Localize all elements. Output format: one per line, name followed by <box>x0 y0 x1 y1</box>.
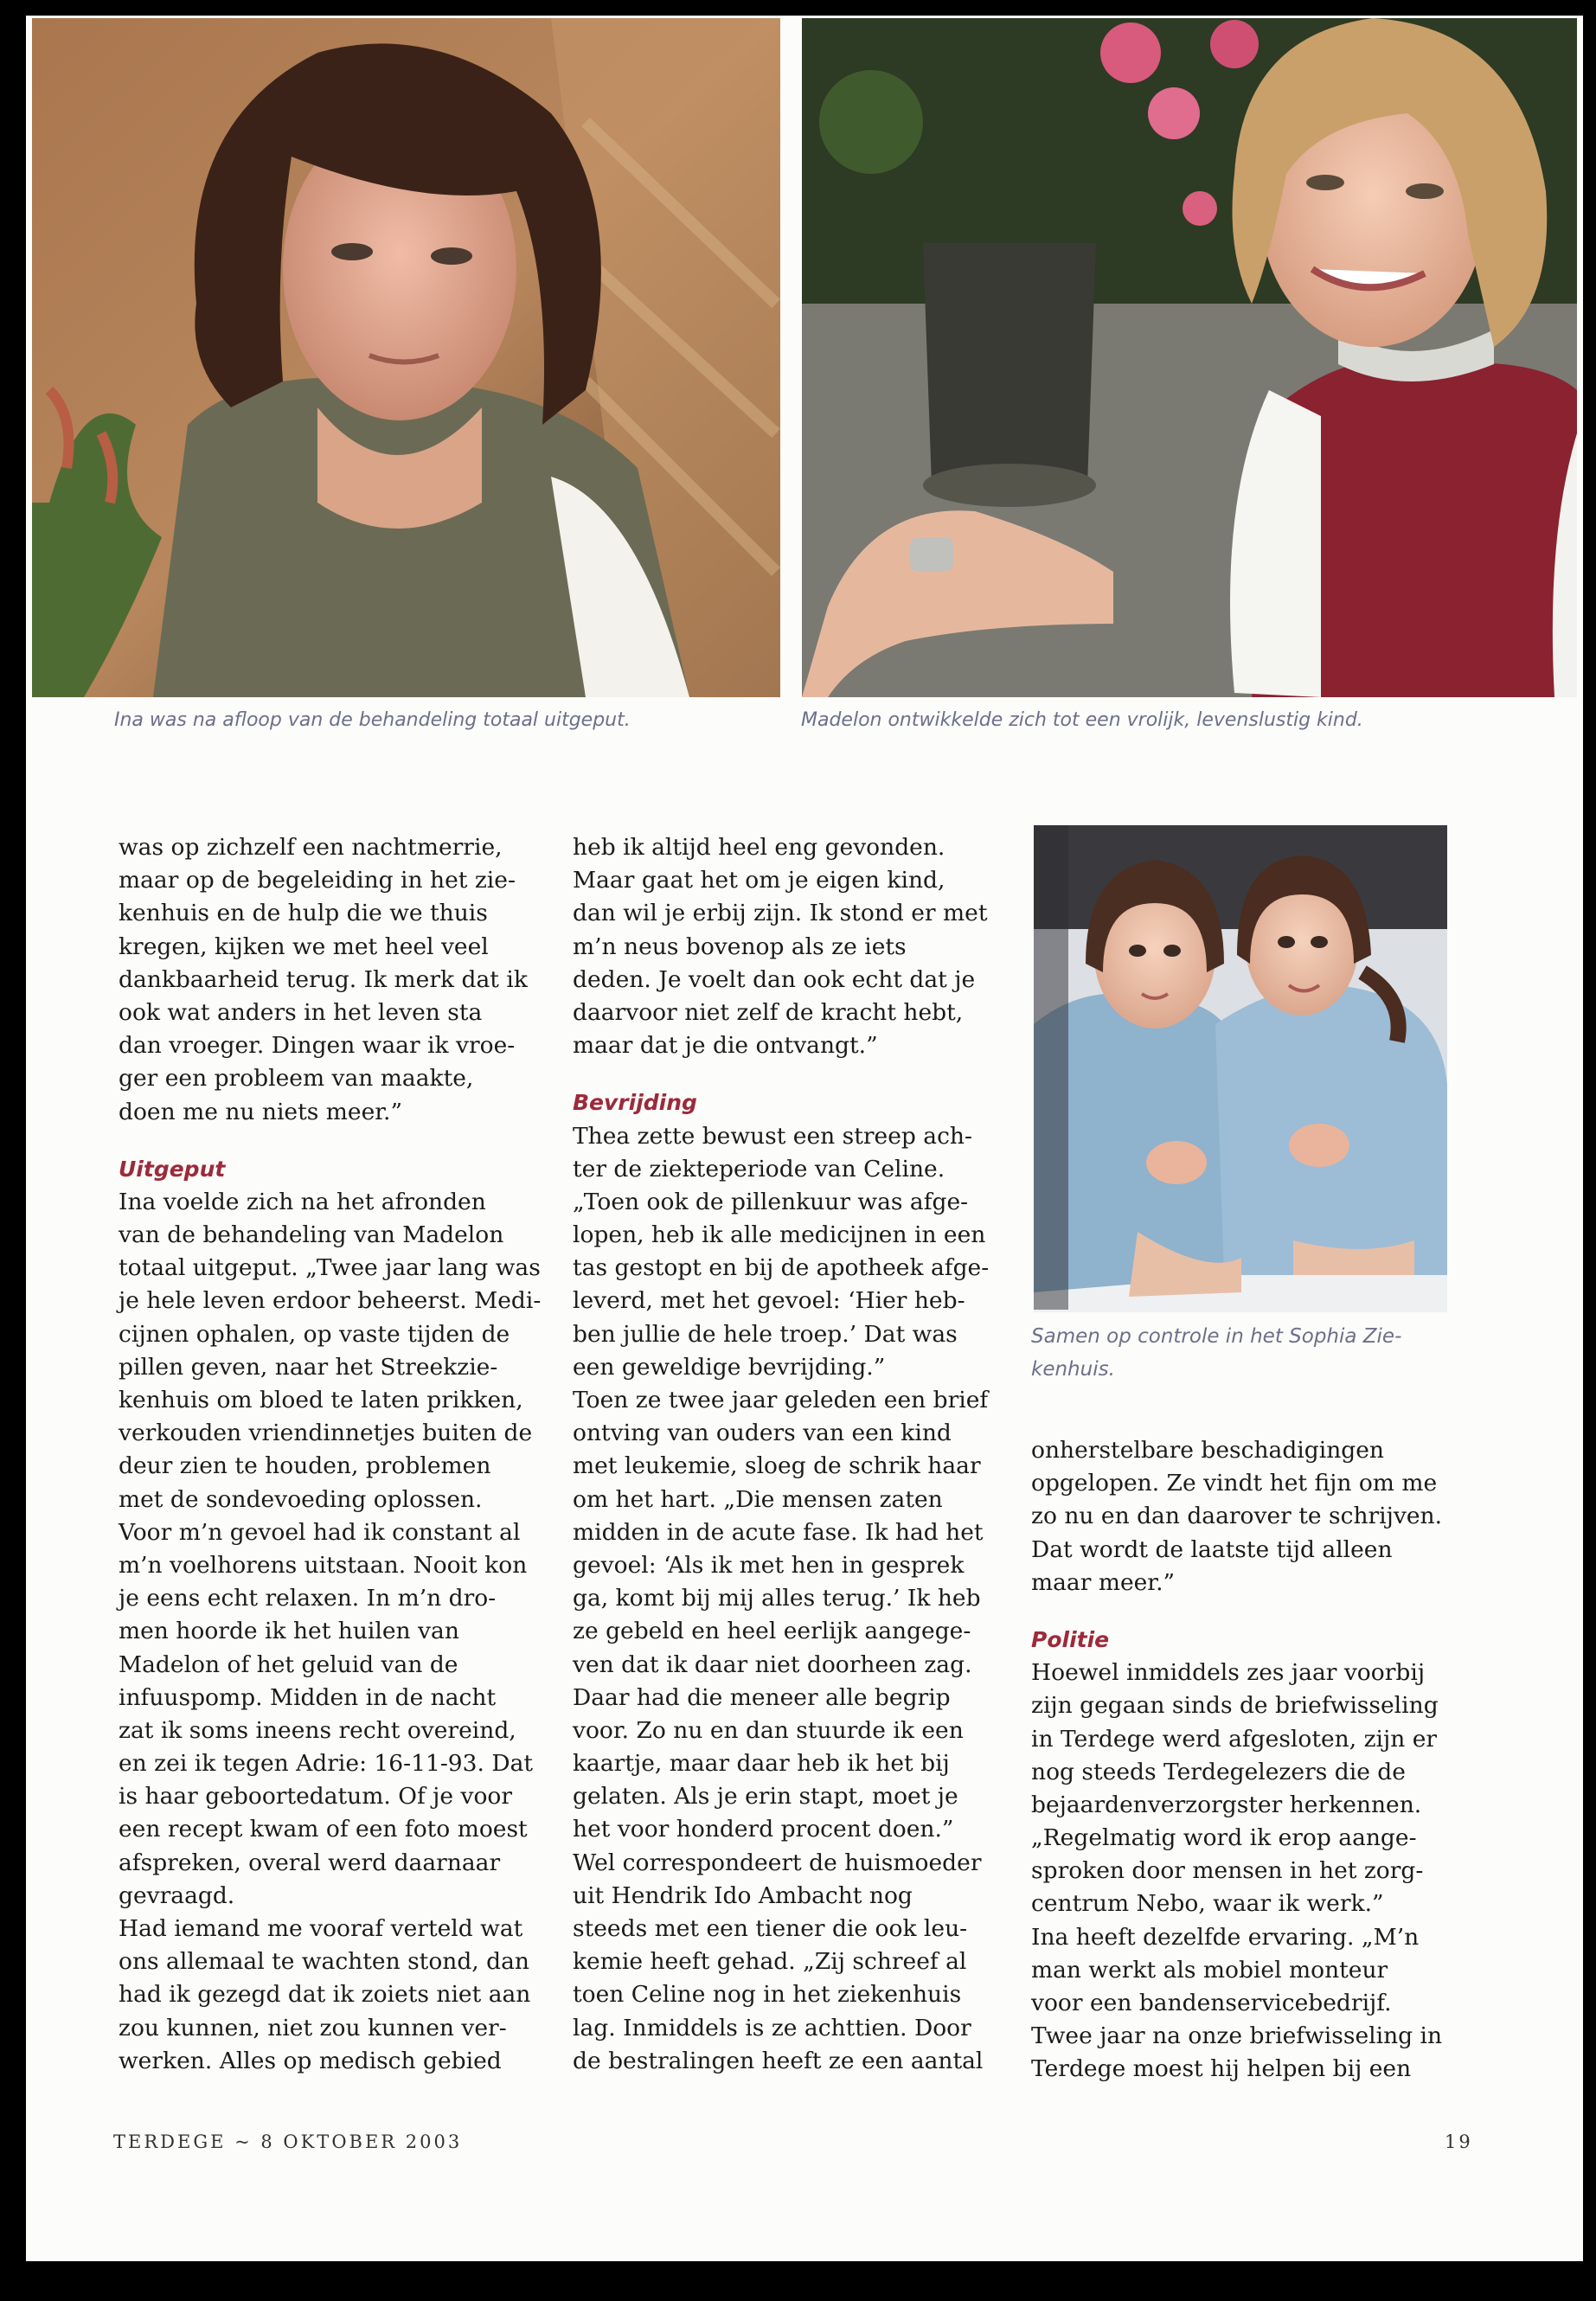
text-line: zo nu en dan daarover te schrijven. <box>1031 1503 1443 1530</box>
text-line: ben jullie de hele troep.’ Dat was <box>573 1320 958 1348</box>
text-line: doen me nu niets meer.” <box>119 1098 403 1125</box>
text-line: en zei ik tegen Adrie: 16-11-93. Dat <box>119 1750 534 1778</box>
text-line: ger een probleem van maakte, <box>119 1065 474 1093</box>
section-heading-uitgeput: Uitgeput <box>119 1156 226 1182</box>
text-line: toen Celine nog in het ziekenhuis <box>573 1981 962 2009</box>
photo-twins <box>1034 825 1447 1312</box>
text-line: Hoewel inmiddels zes jaar voorbij <box>1031 1659 1426 1687</box>
text-line: pillen geven, naar het Streekzie- <box>119 1353 498 1381</box>
text-line: is haar geboortedatum. Of je voor <box>119 1783 513 1811</box>
text-line: een recept kwam of een foto moest <box>119 1816 528 1843</box>
text-line: „Regelmatig word ik erop aange- <box>1031 1824 1417 1852</box>
text-line: men hoorde ik het huilen van <box>119 1618 459 1645</box>
text-line: je hele leven erdoor beheerst. Medi- <box>119 1287 542 1315</box>
text-line: verkouden vriendinnetjes buiten de <box>119 1420 533 1447</box>
text-line: zat ik soms ineens recht overeind, <box>119 1716 516 1744</box>
text-line: voor een bandenservicebedrijf. <box>1031 1990 1392 2016</box>
text-line: dankbaarheid terug. Ik merk dat ik <box>119 965 528 993</box>
text-line: tas gestopt en bij de apotheek afge- <box>573 1254 990 1282</box>
text-line: had ik gezegd dat ik zoiets niet aan <box>119 1981 531 2009</box>
text-line: nog steeds Terdegelezers die de <box>1031 1758 1406 1785</box>
text-line: maar meer.” <box>1031 1568 1176 1596</box>
text-line: uit Hendrik Ido Ambacht nog <box>573 1881 913 1909</box>
text-line: een geweldige bevrijding.” <box>573 1353 886 1381</box>
magazine-page <box>26 16 1583 2261</box>
caption-madelon: Madelon ontwikkelde zich tot een vrolijk, levenslustig kind. <box>801 709 1363 731</box>
caption-line: kenhuis. <box>1031 1358 1115 1381</box>
text-line: midden in de acute fase. Ik had het <box>573 1518 984 1546</box>
text-line: gevoel: ‘Als ik met hen in gesprek <box>573 1551 965 1579</box>
text-line: ontving van ouders van een kind <box>573 1420 952 1447</box>
text-line: gelaten. Als je erin stapt, moet je <box>573 1783 958 1811</box>
text-line: bejaardenverzorgster herkennen. <box>1031 1791 1422 1818</box>
text-line: Wel correspondeert de huismoeder <box>573 1849 982 1876</box>
text-line: maar dat je die ontvangt.” <box>573 1032 878 1060</box>
text-line: Ina voelde zich na het afronden <box>119 1188 486 1215</box>
text-line: Maar gaat het om je eigen kind, <box>573 867 945 894</box>
text-line: met de sondevoeding oplossen. <box>119 1485 483 1513</box>
text-line: maar op de begeleiding in het zie- <box>119 867 516 894</box>
photo-madelon <box>802 18 1577 697</box>
text-line: deden. Je voelt dan ook echt dat je <box>573 965 976 993</box>
text-line: Daar had die meneer alle begrip <box>573 1683 951 1711</box>
text-line: heb ik altijd heel eng gevonden. <box>573 834 945 861</box>
text-line: dan wil je erbij zijn. Ik stond er met <box>573 900 988 927</box>
text-line: cijnen ophalen, op vaste tijden de <box>119 1320 510 1348</box>
text-line: daarvoor niet zelf de kracht hebt, <box>573 998 964 1026</box>
text-line: centrum Nebo, waar ik werk.” <box>1031 1890 1384 1918</box>
text-line: ook wat anders in het leven sta <box>119 998 483 1026</box>
text-line: „Toen ook de pillenkuur was afge- <box>573 1188 969 1215</box>
text-line: je eens echt relaxen. In m’n dro- <box>119 1585 497 1612</box>
text-line: met leukemie, sloeg de schrik haar <box>573 1452 981 1480</box>
text-line: lopen, heb ik alle medicijnen in een <box>573 1221 986 1249</box>
text-line: Madelon of het geluid van de <box>119 1650 458 1678</box>
text-line: kaartje, maar daar heb ik het bij <box>573 1750 950 1778</box>
text-line: deur zien te houden, problemen <box>119 1452 491 1480</box>
text-line: Dat wordt de laatste tijd alleen <box>1031 1535 1393 1563</box>
text-line: voor. Zo nu en dan stuurde ik een <box>573 1716 964 1744</box>
text-line: Voor m’n gevoel had ik constant al <box>119 1518 521 1546</box>
caption-twins <box>1031 1320 1401 1386</box>
text-line: kenhuis om bloed te laten prikken, <box>119 1387 523 1413</box>
text-line: zou kunnen, niet zou kunnen ver- <box>119 2014 507 2041</box>
column-3 <box>1031 1434 1442 2086</box>
text-line: ter de ziekteperiode van Celine. <box>573 1155 945 1183</box>
text-line: gevraagd. <box>119 1881 235 1909</box>
text-line: de bestralingen heeft ze een aantal <box>573 2047 984 2074</box>
text-line: werken. Alles op medisch gebied <box>119 2047 502 2074</box>
text-line: Terdege moest hij helpen bij een <box>1031 2055 1412 2083</box>
text-line: ga, komt bij mij alles terug.’ Ik heb <box>573 1585 981 1612</box>
text-line: ze gebeld en heel eerlijk aangege- <box>573 1618 971 1645</box>
text-line: ven dat ik daar niet doorheen zag. <box>573 1650 972 1678</box>
text-line: kemie heeft gehad. „Zij schreef al <box>573 1948 967 1976</box>
text-line: opgelopen. Ze vindt het fijn om me <box>1031 1470 1438 1497</box>
caption-ina: Ina was na afloop van de behandeling totaal uitgeput. <box>114 709 631 731</box>
text-line: in Terdege werd afgesloten, zijn er <box>1031 1725 1438 1753</box>
column-1 <box>119 831 541 2078</box>
text-line: afspreken, overal werd daarnaar <box>119 1849 501 1876</box>
text-line: dan vroeger. Dingen waar ik vroe- <box>119 1032 516 1060</box>
text-line: zijn gegaan sinds de briefwisseling <box>1031 1692 1439 1720</box>
photo-ina <box>32 18 780 697</box>
column-2 <box>573 831 989 2078</box>
text-line: onherstelbare beschadigingen <box>1031 1437 1384 1464</box>
text-line: kenhuis en de hulp die we thuis <box>119 900 488 927</box>
text-line: Had iemand me vooraf verteld wat <box>119 1915 523 1942</box>
text-line: lag. Inmiddels is ze achttien. Door <box>573 2014 971 2041</box>
text-line: m’n neus bovenop als ze iets <box>573 933 907 960</box>
text-line: infuuspomp. Midden in de nacht <box>119 1683 497 1711</box>
text-line: leverd, met het gevoel: ‘Hier heb- <box>573 1287 965 1315</box>
text-line: sproken door mensen in het zorg- <box>1031 1857 1424 1885</box>
text-line: m’n voelhorens uitstaan. Nooit kon <box>119 1551 528 1579</box>
page-number: 19 <box>1445 2131 1473 2152</box>
text-line: man werkt als mobiel monteur <box>1031 1956 1388 1984</box>
section-heading-politie: Politie <box>1031 1626 1110 1652</box>
text-line: het voor honderd procent doen.” <box>573 1816 954 1843</box>
text-line: Thea zette bewust een streep ach- <box>573 1122 972 1150</box>
footer-publication: TERDEGE ~ 8 OKTOBER 2003 <box>113 2131 463 2152</box>
text-line: van de behandeling van Madelon <box>119 1221 504 1249</box>
text-line: steeds met een tiener die ook leu- <box>573 1915 968 1942</box>
text-line: ons allemaal te wachten stond, dan <box>119 1948 529 1976</box>
section-heading-bevrijding: Bevrijding <box>573 1090 697 1116</box>
text-line: Twee jaar na onze briefwisseling in <box>1031 2022 1443 2050</box>
text-line: was op zichzelf een nachtmerrie, <box>119 834 503 861</box>
text-line: kregen, kijken we met heel veel <box>119 933 489 960</box>
text-line: totaal uitgeput. „Twee jaar lang was <box>119 1254 541 1282</box>
text-line: Ina heeft dezelfde ervaring. „M’n <box>1031 1923 1420 1951</box>
text-line: om het hart. „Die mensen zaten <box>573 1485 943 1513</box>
caption-line: Samen op controle in het Sophia Zie- <box>1031 1325 1402 1348</box>
text-line: Toen ze twee jaar geleden een brief <box>573 1387 989 1413</box>
